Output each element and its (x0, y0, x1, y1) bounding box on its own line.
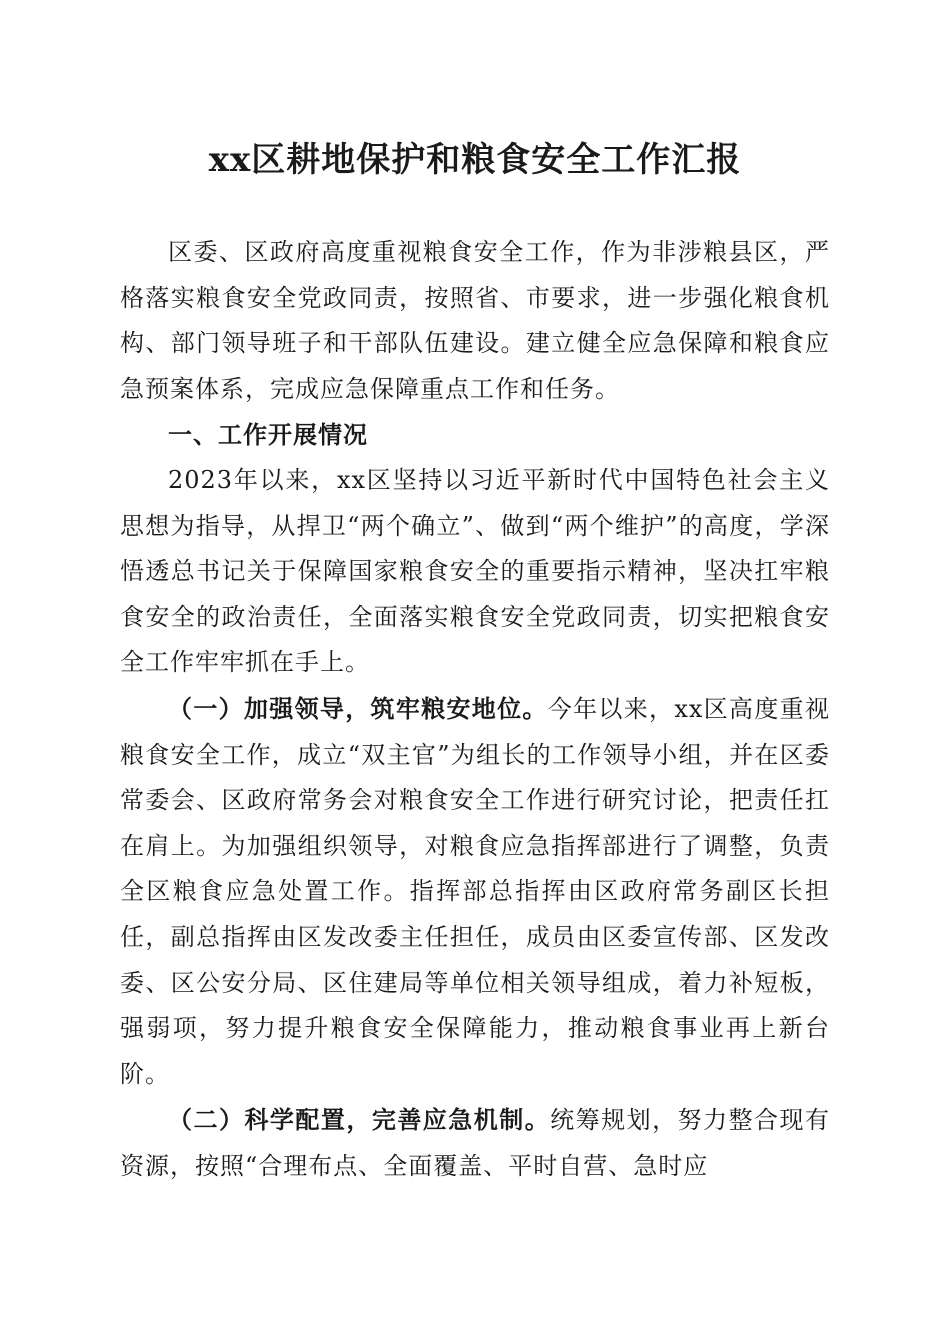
document-title: xx区耕地保护和粮食安全工作汇报 (208, 140, 742, 180)
item-2-paragraph (120, 1097, 830, 1189)
item-1-text: 今年以来，xx区高度重视粮食安全工作，成立“双主官”为组长的工作领导小组，并在区委常委会、区政府常务会对粮食安全工作进行研究讨论，把责任扛在肩上。为加强组织领导，对粮食应急指挥部进行了调整，负责全区粮食应急处置工作。指挥部总指挥由区政府常务副区长担任，副总指挥由区发改委主任担任，成员由区委宣传部、区发改委、区公安分局、区住建局等单位相关领导组成，着力补短板，强弱项，努力提升粮食安全保障能力，推动粮食事业再上新台阶。 (120, 694, 831, 1088)
section-heading: 一、工作开展情况 (168, 420, 368, 450)
document-body (120, 230, 830, 1189)
intro-paragraph: 区委、区政府高度重视粮食安全工作，作为非涉粮县区，严格落实粮食安全党政同责，按照省、市要求，进一步强化粮食机构、部门领导班子和干部队伍建设。建立健全应急保障和粮食应急预案体系，完成应急保障重点工作和任务。 (120, 238, 830, 403)
item-1-paragraph (120, 686, 830, 1097)
item-2-lead: （二）科学配置，完善应急机制。 (168, 1105, 551, 1135)
item-1-lead: （一）加强领导，筑牢粮安地位。 (168, 693, 548, 723)
section-summary-paragraph: 2023年以来，xx区坚持以习近平新时代中国特色社会主义思想为指导，从捍卫“两个确立”、做到“两个维护”的高度，学深悟透总书记关于保障国家粮食安全的重要指示精神，坚决扛牢粮食安全的政治责任，全面落实粮食安全党政同责，切实把粮食安全工作牢牢抓在手上。 (120, 465, 830, 677)
item-2-text: 统筹规划，努力整合现有资源，按照“合理布点、全面覆盖、平时自营、急时应 (120, 1106, 831, 1180)
